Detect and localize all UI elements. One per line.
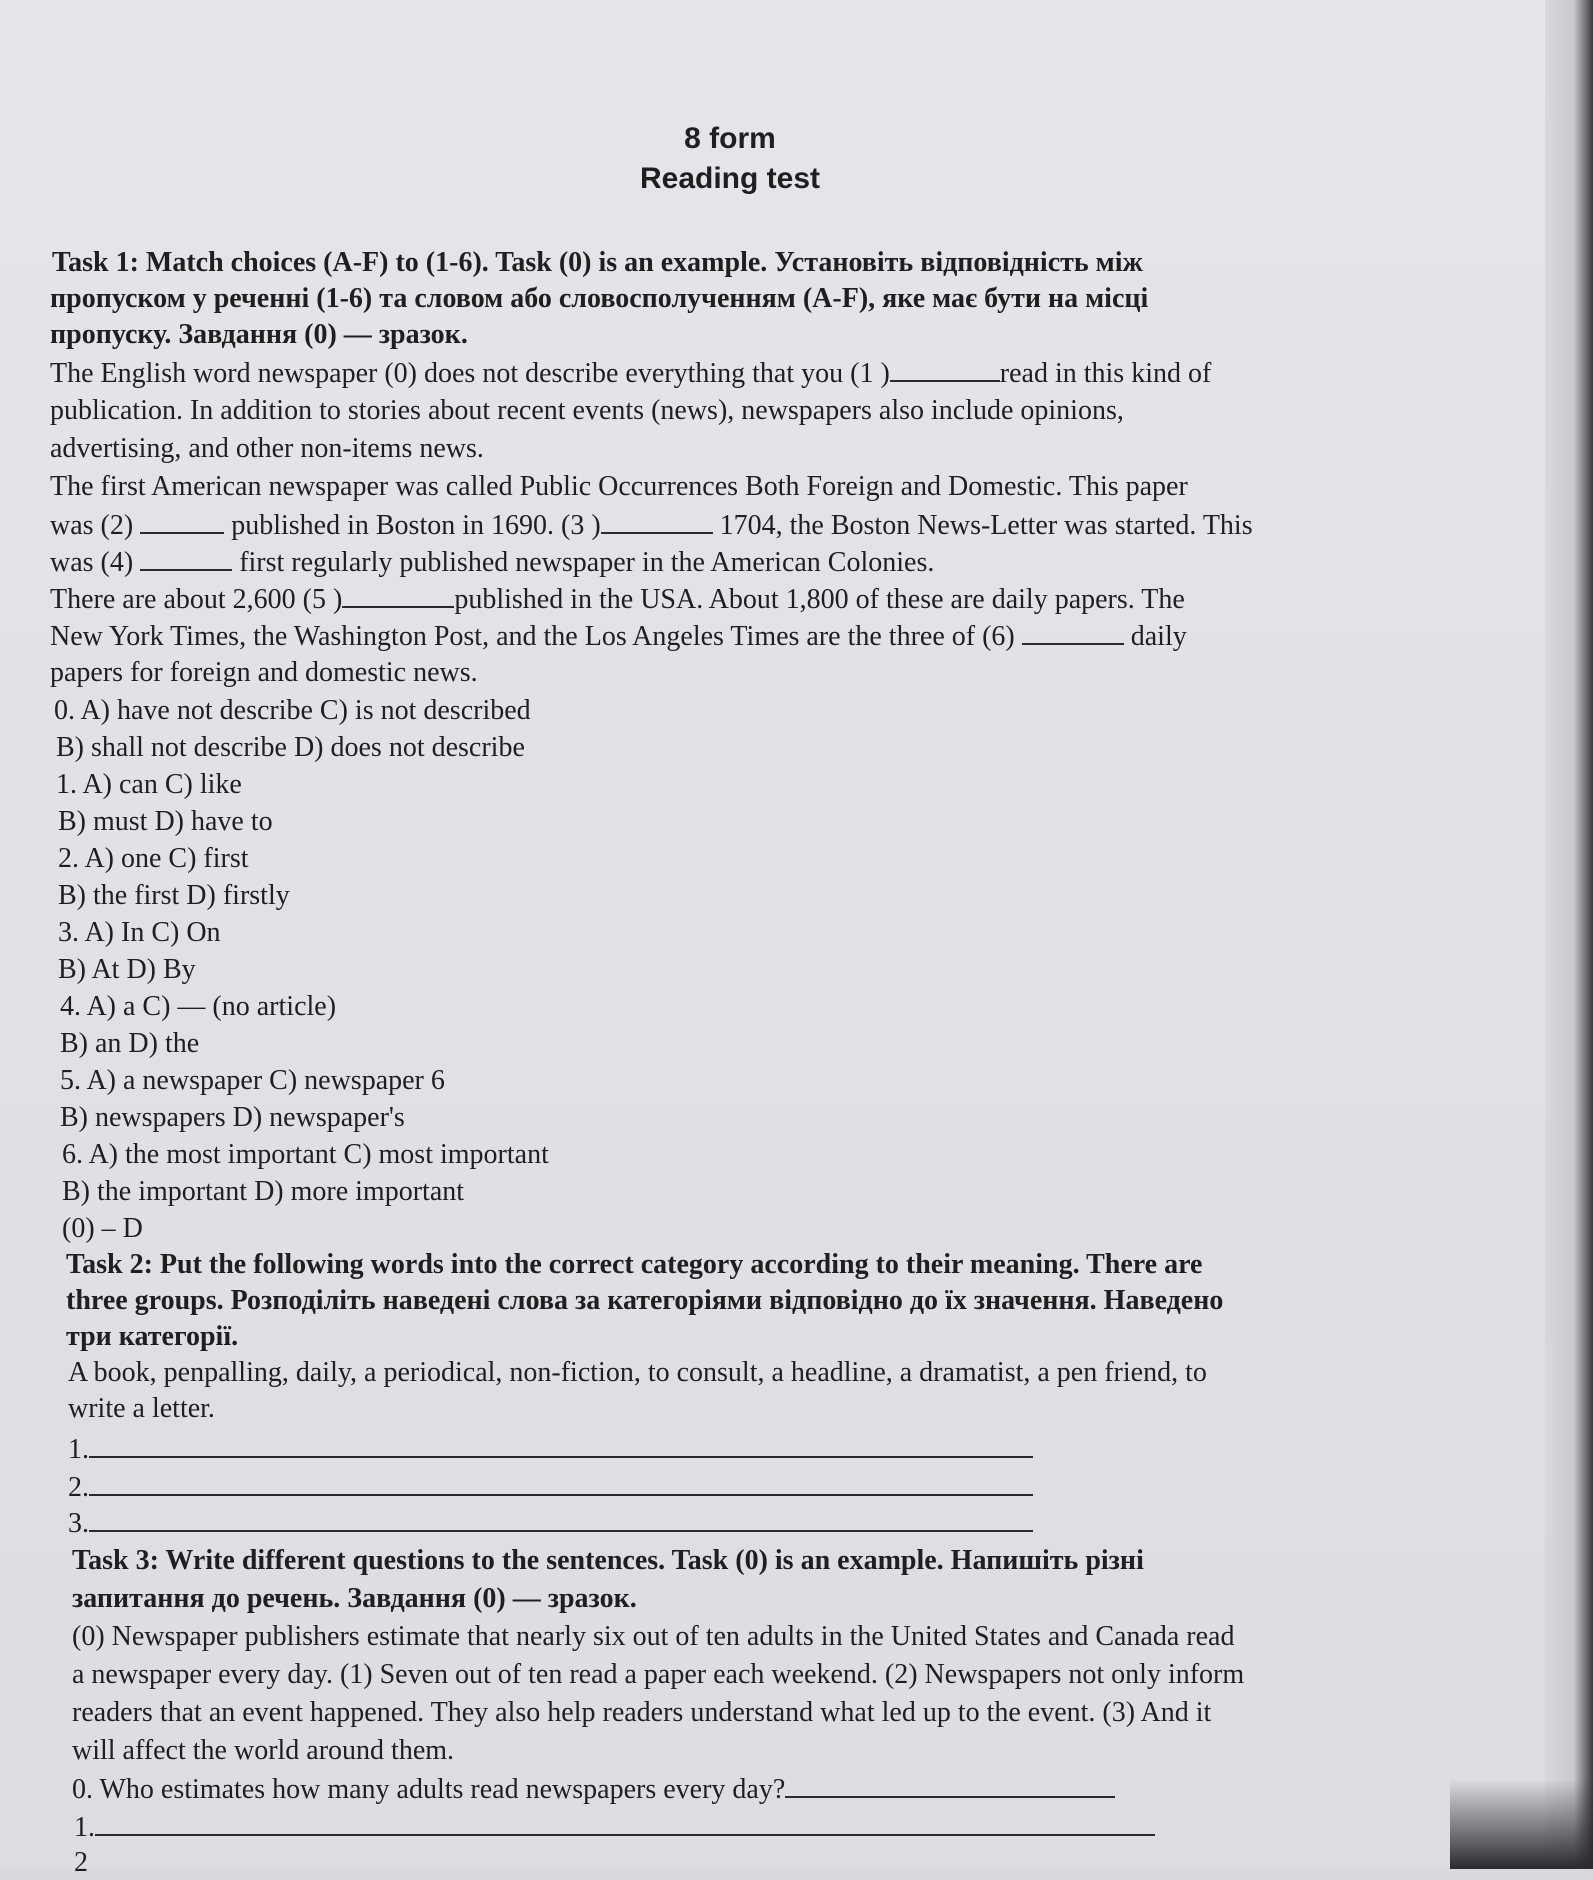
text-segment: The English word newspaper (0) does not describe everything that you (1 ) [50,358,890,389]
task3-text-line: (0) Newspaper publishers estimate that nearly six out of ten adults in the United States and Canada read [72,1621,1235,1652]
option-line: 5. A) a newspaper C) newspaper 6 [60,1065,445,1096]
text-segment: first regularly published newspaper in the American Colonies. [239,547,935,578]
option-line: 0. A) have not describe C) is not described [54,695,531,726]
option-line: 3. A) In C) On [58,917,221,948]
test-title: Reading test [639,162,821,195]
option-line: 1. A) can C) like [56,769,242,800]
example-answer: (0) – D [62,1213,143,1244]
answer-row [74,1846,88,1880]
task1-text-line: publication. In addition to stories about recent events (news), newspapers also include opinions, [50,395,1124,426]
task2-heading-line: three groups. Розподіліть наведені слова за категоріями відповідно до їх значення. Наведено [66,1285,1224,1316]
text-segment: published in the USA. About 1,800 of these are daily papers. The [454,584,1185,615]
dark-corner [1450,1779,1593,1869]
example-question [72,1772,1115,1807]
option-line: B) an D) the [60,1028,200,1059]
task1-text-line [50,508,1253,543]
gap-blank-3[interactable] [601,508,713,534]
task2-heading-line: Task 2: Put the following words into the correct category according to their meaning. There are [66,1249,1203,1280]
option-line: 4. A) a C) — (no article) [60,991,337,1022]
task3-answer-field-1[interactable] [95,1810,1155,1836]
task1-text-line: The first American newspaper was called Public Occurrences Both Foreign and Domestic. This paper [50,471,1188,502]
option-line: B) At D) By [58,954,196,985]
answer-row [68,1432,1033,1467]
task1-text-line [50,356,1211,391]
task3-text-line: readers that an event happened. They also help readers understand what led up to the event. (3) And it [72,1697,1212,1728]
answer-number: 2 [74,1847,88,1878]
paper-shadow-edge [1545,0,1593,1869]
task3-heading-line: Task 3: Write different questions to the sentences. Task (0) is an example. Напишіть різні [72,1545,1144,1576]
task1-heading-line: пропуском у реченні (1-6) та словом або словосполученням (A-F), яке має бути на місці [50,283,1149,314]
task3-text-line: a newspaper every day. (1) Seven out of ten read a paper each weekend. (2) Newspapers not only inform [72,1659,1245,1690]
option-line: 6. A) the most important C) most important [62,1139,549,1170]
option-line: B) the first D) firstly [58,880,290,911]
form-label: 8 form [684,122,776,155]
answer-row [68,1506,1033,1541]
text-segment: published in Boston in 1690. (3 ) [231,510,601,541]
text-segment: was (4) [50,547,134,578]
gap-blank-5[interactable] [342,582,454,608]
text-segment: was (2) [50,510,134,541]
gap-blank-4[interactable] [140,545,232,571]
task2-words-line: write a letter. [68,1393,215,1424]
task3-heading-line: запитання до речень. Завдання (0) — зразок. [72,1583,637,1614]
option-line: B) shall not describe D) does not describe [56,732,525,763]
answer-number: 3. [68,1508,89,1539]
task3-text-line: will affect the world around them. [72,1735,455,1766]
task1-text-line [50,582,1185,617]
example-question-text: 0. Who estimates how many adults read newspapers every day? [72,1774,786,1805]
task1-text-line: papers for foreign and domestic news. [50,657,478,688]
text-segment: There are about 2,600 (5 ) [50,584,343,615]
task1-heading-line: пропуску. Завдання (0) — зразок. [50,319,468,350]
answer-number: 2. [68,1472,89,1503]
answer-field-2[interactable] [89,1470,1033,1496]
task2-words-line: A book, penpalling, daily, a periodical, non-fiction, to consult, a headline, a dramatist, a pen friend, to [68,1357,1207,1388]
answer-row [74,1810,1155,1845]
task1-text-line [50,545,934,580]
task1-text-line [50,619,1187,654]
gap-blank-1[interactable] [890,356,1000,382]
answer-field-3[interactable] [89,1506,1033,1532]
text-segment: New York Times, the Washington Post, and the Los Angeles Times are the three of (6) [50,621,1015,652]
task1-text-line: advertising, and other non-items news. [50,433,484,464]
answer-field-1[interactable] [89,1432,1033,1458]
answer-number: 1. [74,1812,95,1843]
task2-heading-line: три категорії. [66,1321,239,1352]
text-segment: daily [1130,621,1187,652]
gap-blank-6[interactable] [1022,619,1124,645]
option-line: B) the important D) more important [62,1176,465,1207]
text-segment: read in this kind of [999,358,1212,389]
option-line: B) newspapers D) newspaper's [60,1102,405,1133]
option-line: 2. A) one C) first [58,843,249,874]
gap-blank-2[interactable] [140,508,224,534]
example-answer-field[interactable] [785,1772,1115,1798]
text-segment: 1704, the Boston News-Letter was started. This [719,510,1253,541]
answer-number: 1. [68,1434,89,1465]
option-line: B) must D) have to [58,806,273,837]
answer-row [68,1470,1033,1505]
task1-heading-line: Task 1: Match choices (A-F) to (1-6). Task (0) is an example. Установіть відповідність між [52,247,1143,278]
